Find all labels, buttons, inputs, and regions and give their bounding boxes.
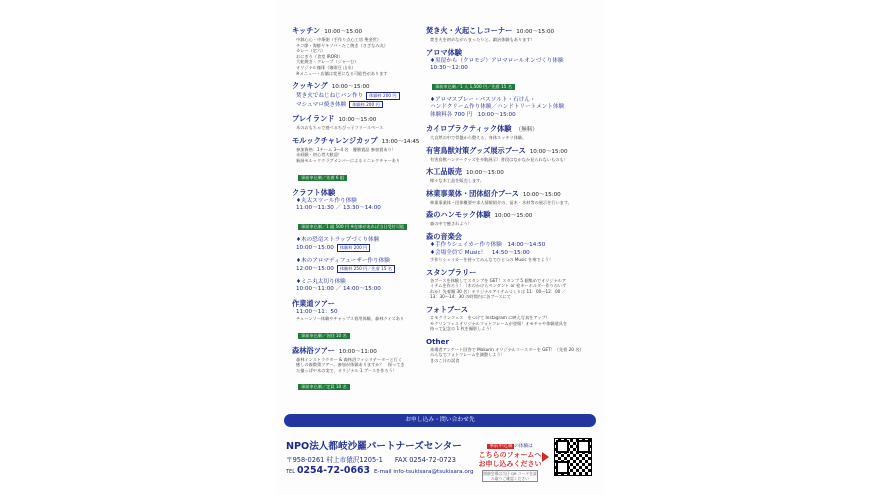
- activity-line: [426, 250, 598, 258]
- section-time: 10:00～15:00: [494, 213, 533, 220]
- activity-text: ♦手作りシェイカー作り体験 14:00～14:50: [430, 242, 546, 249]
- description-line: 有害鳥獣ハンターグッズを多数展示！普段はなかなか見られないものも！: [430, 156, 568, 162]
- section-title: キッチン: [292, 26, 321, 35]
- description-line: カレー（定六）: [296, 48, 326, 54]
- cta-line-1: こちらのフォームへ: [478, 451, 542, 459]
- description-line: 様々な木工品を販売します。: [430, 178, 485, 184]
- section-title: 作業道ツアー: [292, 298, 335, 308]
- description-line: 林業事業体・団体概要や求人情報紹介の、苗木・木材等の展示を行います。: [430, 199, 572, 205]
- arrow-right-icon: [542, 452, 549, 462]
- activity-line: [426, 97, 598, 105]
- registration-badge: 事前申込制／定員 10 名: [298, 384, 350, 390]
- registration-badge: 事前申込制／1 人 1,500 円／先着 15 名: [432, 84, 515, 90]
- description-line: 森林インストラクター & 森林浴ファシリテーターと行く: [296, 356, 403, 362]
- cta-tag: 事前申込制: [489, 444, 513, 449]
- section-heading: [426, 189, 598, 200]
- description-line: 木のおもちゃで遊べるちびっ子フリースペース: [296, 125, 384, 131]
- registration-badge: 事前申込制／1 組 500 円 ※在庫があれば当日受付可能: [298, 224, 407, 230]
- activity-text: 10:00～15:00: [296, 245, 334, 252]
- section-right-7: [426, 210, 598, 227]
- green-wrap: [292, 373, 450, 392]
- fax-number: 0254-72-0723: [409, 456, 456, 464]
- section-title: プレイランド: [292, 114, 335, 124]
- section-title: Other: [426, 336, 450, 346]
- section-right-10: [426, 305, 598, 332]
- section-time: （無料）: [515, 127, 538, 134]
- green-wrap: [426, 73, 598, 92]
- description-line: チコ節・海鮮ヤキソバ・たこ焼き（さざなみ丸）: [296, 42, 388, 48]
- description-line: 参加資格：1チーム 3～4 名 優勝賞品 参加賞あり！: [296, 146, 396, 152]
- section-heading: [426, 167, 598, 178]
- activity-text: ♦木の恐竜ストラップづくり体験: [296, 236, 380, 243]
- description-line: 大自然の中で骨盤から整える、身体スッキリ体験。: [430, 135, 527, 141]
- section-right-2: [426, 97, 598, 120]
- tel-label: TEL: [286, 469, 295, 475]
- section-heading: [426, 146, 598, 157]
- description-line: 癒しの森散策ツアー。参加が体験ありますか？ 探ってき: [296, 362, 405, 368]
- section-right-6: [426, 189, 598, 206]
- section-heading: [426, 124, 598, 135]
- section-time: 10:00～15:00: [465, 170, 504, 177]
- section-time: 10:00～15:00: [331, 84, 370, 91]
- section-right-4: [426, 146, 598, 163]
- fax-label: FAX: [394, 456, 408, 464]
- description-line: きのこ汁の試食: [430, 358, 460, 363]
- description-line: 新潟モルッククラブメンバーによるミニレクチャーあり: [296, 157, 401, 163]
- section-right-11: [426, 337, 598, 364]
- description-line: 持って記念の 1 枚を撮影しよう！: [430, 326, 494, 332]
- description-line: みんなでフォトフレームを調整しよう！: [430, 352, 505, 358]
- activity-text: 体験料各 700 円 10:00～15:00: [430, 111, 516, 118]
- section-time: 10:00～15:00: [324, 29, 363, 35]
- section-title: 木工品販売: [426, 167, 462, 177]
- section-right-9: [426, 268, 598, 300]
- section-title: 森の音楽会: [426, 232, 462, 242]
- description-line: 各ブースを体験してスタンプを GET！スタンプ 5 個集めでオリジナルア: [430, 277, 567, 283]
- flyer-page: [276, 0, 604, 495]
- right-column: [426, 26, 598, 369]
- activity-text: 10:30～12:00: [430, 65, 468, 72]
- activity-text: 11:00～11：50: [296, 308, 338, 315]
- activity-text: ♦ミニ丸太切り体験: [296, 278, 346, 285]
- activity-line: [426, 65, 598, 73]
- activity-text: ♦黒留から（クロモジ）アロマロールオンづくり体験: [430, 57, 564, 64]
- qr-code[interactable]: [554, 438, 592, 476]
- fee-badge: 体験料 200 円: [366, 92, 399, 100]
- section-heading: [426, 210, 598, 221]
- section-title: スタンプラリー: [426, 267, 477, 277]
- activity-text: ♦丸太スツール作り体験: [296, 197, 357, 204]
- activity-text: 10:00～11:00 ／ 14:00～15:00: [296, 286, 381, 293]
- section-title: 森のハンモック体験: [426, 210, 491, 220]
- activity-text: 焚き火でねじねじパン作り: [296, 93, 364, 100]
- section-title: 焚き火・火起こしコーナー: [426, 26, 513, 35]
- fee-badge: 体験料 200 円: [337, 244, 370, 252]
- section-title: 有害鳥獣対策グッズ展示ブース: [426, 145, 526, 155]
- description-line: 手作りシェイカーを持ってみんなでひとつの Music を奏でよう！: [430, 257, 554, 263]
- registration-badge: 事前申込制／各回 10 名: [298, 333, 350, 339]
- description-line: 中鉢心心・中華粥（手作り点心工房 聖金世）: [296, 37, 382, 42]
- section-right-1: [426, 48, 598, 92]
- section-heading: [426, 337, 598, 347]
- section-right-3: [426, 124, 598, 141]
- activity-line: [426, 104, 598, 112]
- section-title: 林業事業体・団体紹介ブース: [426, 188, 519, 198]
- fee-badge: 体験料 200 円: [349, 101, 382, 109]
- description-line: 焚き火を初めながらまったりと。鍛冶体験もあります！: [430, 37, 535, 42]
- tel-line: [286, 465, 474, 476]
- section-time: 10:00～15:00: [338, 117, 377, 124]
- cta-line-2: お申し込みください: [478, 459, 542, 468]
- email-link[interactable]: E-mail info-tsukisara@tsukisara.org: [374, 469, 474, 475]
- section-title: アロマ体験: [426, 47, 462, 57]
- registration-badge: 事前申込制／先着 6 組: [298, 175, 347, 181]
- description-line: 未経験・初心者大歓迎！: [296, 152, 343, 158]
- section-title: モルックチャレンジカップ: [292, 135, 378, 145]
- section-right-8: [426, 232, 598, 263]
- section-title: クッキング: [292, 81, 328, 91]
- description-line: ＃モクリンフェス をつけて Instagram に映え写真をアップ！: [430, 315, 550, 321]
- activity-line: [426, 112, 598, 120]
- description-line: 13：30～14：30 の時間内に各ブースにて: [430, 294, 511, 300]
- section-title: 森林浴ツアー: [292, 345, 335, 355]
- fee-badge: 体験料 250 円／先着 15 名: [337, 265, 395, 273]
- section-title: フォトブース: [426, 305, 468, 315]
- section-heading: [426, 26, 598, 37]
- activity-line: [426, 242, 598, 250]
- activity-text: マシュマロ焼き体験: [296, 101, 347, 108]
- section-heading: [426, 48, 598, 58]
- description-line: オリジナル珈琲（珈琲豆 山水）: [296, 64, 356, 70]
- activity-text: ♦アロマスプレー・バスソルト・石けん・: [430, 96, 536, 103]
- section-heading: [426, 305, 598, 315]
- section-heading: [426, 232, 598, 242]
- section-time: 13:00～14:45: [381, 138, 420, 145]
- section-heading: [426, 268, 598, 278]
- address-line: [286, 454, 456, 464]
- activity-text: 12:00～15:00: [296, 266, 334, 273]
- section-time: 10:00～15:00: [522, 191, 561, 198]
- activity-text: ハンドクリーム作り体験／ハンドトリートメント体験: [430, 104, 565, 111]
- contact-bar: お申し込み・問い合わせ先: [284, 414, 596, 427]
- organization-name: NPO法人都岐沙羅パートナーズセンター: [286, 441, 462, 452]
- address: 〒958-0261 村上市猿沢1205-1: [286, 456, 383, 464]
- description-line: モクリンフェスオリジナルフォトフレームが登場！オモチャや体験道具を: [430, 320, 568, 326]
- description-line: チェーンソー体験やチャップス着用体験、森林クイズあり: [296, 316, 405, 322]
- signup-callout: [472, 432, 548, 482]
- section-right-0: [426, 26, 598, 43]
- activity-text: ♦会場全員で Music！ 14:50～15:00: [430, 249, 530, 256]
- description-line: ※メニュー・店舗は変更になる可能性があります: [296, 70, 388, 76]
- description-line: イテムを作ろう！（木のかけらペンダント or 栓キーホルダー作りのいず: [430, 283, 567, 289]
- section-title: クラフト体験: [292, 187, 336, 197]
- description-line: れか）先着順 30 名）オリジナルアイテムづくりは 11：00～12：00 ／: [430, 288, 566, 294]
- activity-text: ♦木のアロマディフューザー作り体験: [296, 257, 390, 264]
- section-time: 10:00～15:00: [516, 29, 555, 35]
- description-line: おにぎり（食堂 IRORI）: [296, 53, 343, 59]
- description-line: た憧っぱや木の実で、オリジナル 1 ブースを作ろう！: [296, 367, 398, 373]
- tel-number: 0254-72-0663: [297, 465, 371, 476]
- description-line: 森の中で癒されよう！: [430, 221, 472, 227]
- section-right-5: [426, 167, 598, 184]
- activity-line: [426, 58, 598, 66]
- activity-text: 11:00～11:30 ／ 13:30～14:00: [296, 205, 381, 212]
- section-time: 10:00～11:00: [338, 348, 377, 355]
- cta-text: の体験は: [514, 444, 533, 449]
- section-title: カイロプラクティック体験: [426, 124, 512, 134]
- description-line: 大蛇焼き・クレープ（ジャーむ）: [296, 59, 359, 65]
- cta-note: 開催会場は当日 QR コードを読み取りご確認ください: [483, 471, 537, 481]
- section-time: 10:00～15:00: [529, 148, 568, 155]
- description-line: 来場者アンケート回答で Mokurin オリジナルコースターを GET！（先着 20 名）: [430, 346, 584, 352]
